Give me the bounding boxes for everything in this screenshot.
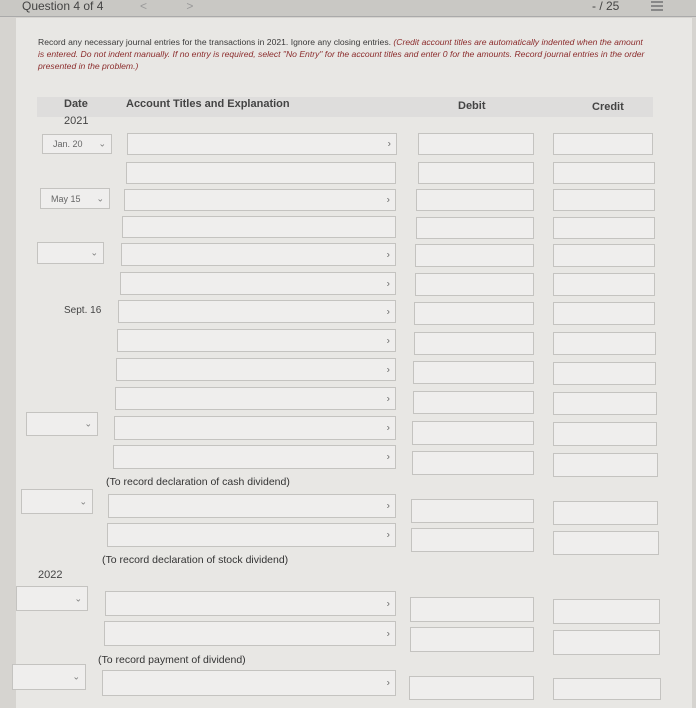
chevron-right-icon: › <box>386 278 390 289</box>
header-credit: Credit <box>592 101 624 113</box>
debit-input-5[interactable] <box>415 244 534 267</box>
credit-input-4[interactable] <box>553 217 655 239</box>
year-2022: 2022 <box>38 569 63 581</box>
chevron-right-icon: › <box>386 598 390 609</box>
header-debit: Debit <box>458 100 486 112</box>
credit-input-5[interactable] <box>553 244 655 267</box>
header-account-titles: Account Titles and Explanation <box>126 98 290 110</box>
credit-input-10[interactable] <box>553 392 657 415</box>
account-select-13[interactable] <box>108 494 396 518</box>
note-stock-dividend: (To record declaration of stock dividend) <box>102 554 289 566</box>
account-select-7[interactable] <box>118 300 396 323</box>
debit-input-13[interactable] <box>411 499 534 523</box>
chevron-right-icon: › <box>386 194 390 206</box>
question-title: Question 4 of 4 <box>22 0 104 13</box>
chevron-right-icon: › <box>386 306 390 317</box>
date-select-blank-3[interactable] <box>21 489 93 514</box>
debit-input-16[interactable] <box>410 627 534 652</box>
debit-input-2[interactable] <box>418 162 534 184</box>
menu-icon[interactable] <box>651 1 663 12</box>
note-cash-dividend: (To record declaration of cash dividend) <box>106 476 290 488</box>
date-sept: Sept. 16 <box>64 305 102 316</box>
chevron-down-icon: ⌄ <box>74 593 82 603</box>
date-select-may[interactable]: May 15 ⌄ <box>40 188 110 209</box>
credit-input-6[interactable] <box>553 273 655 296</box>
debit-input-8[interactable] <box>414 332 534 355</box>
chevron-right-icon: › <box>386 677 390 689</box>
account-select-10[interactable] <box>115 387 396 410</box>
credit-input-12[interactable] <box>553 453 658 477</box>
chevron-right-icon: › <box>386 529 390 541</box>
account-select-2[interactable] <box>126 162 396 184</box>
account-select-9[interactable] <box>116 358 396 381</box>
instructions-emphasis: (Credit account titles are automatically indented when the amount is entered. Do not indent manually. If no entry is required, select "No Entry" for the account titles and enter 0 for the amounts. Record journal entries in the order presented in the problem.) <box>38 37 645 71</box>
chevron-right-icon: › <box>386 335 390 346</box>
account-select-3[interactable] <box>124 189 396 211</box>
instructions <box>38 36 648 72</box>
account-select-11[interactable] <box>114 416 396 440</box>
debit-input-1[interactable] <box>418 133 534 155</box>
account-select-5[interactable] <box>121 243 396 266</box>
date-select-blank-4[interactable] <box>16 586 88 611</box>
date-select-jan[interactable]: Jan. 20 ⌄ <box>42 134 112 154</box>
account-select-8[interactable] <box>117 329 396 352</box>
chevron-right-icon: › <box>386 628 390 639</box>
score-display: - / 25 <box>592 0 620 13</box>
credit-input-9[interactable] <box>553 362 656 385</box>
debit-input-9[interactable] <box>413 361 534 384</box>
chevron-right-icon: › <box>386 364 390 375</box>
credit-input-7[interactable] <box>553 302 655 325</box>
chevron-down-icon: ⌄ <box>90 247 98 258</box>
date-select-blank-2[interactable] <box>26 412 98 436</box>
header-year-2021: 2021 <box>64 115 89 127</box>
chevron-down-icon: ⌄ <box>84 418 92 429</box>
header-date: Date <box>64 98 88 110</box>
debit-input-17[interactable] <box>409 676 534 700</box>
chevron-right-icon: › <box>386 249 390 260</box>
account-select-4[interactable] <box>122 216 396 238</box>
account-select-1[interactable] <box>127 133 397 155</box>
question-nav-arrows[interactable]: < > <box>140 0 212 13</box>
chevron-right-icon: › <box>387 138 391 150</box>
debit-input-6[interactable] <box>415 273 534 296</box>
account-select-12[interactable] <box>113 445 396 469</box>
chevron-down-icon: ⌄ <box>98 138 106 149</box>
chevron-down-icon: ⌄ <box>72 671 80 682</box>
chevron-right-icon: › <box>386 393 390 404</box>
date-select-blank-5[interactable] <box>12 664 86 690</box>
credit-input-11[interactable] <box>553 422 657 446</box>
debit-input-15[interactable] <box>410 597 534 622</box>
credit-input-17[interactable] <box>553 678 661 700</box>
credit-input-3[interactable] <box>553 189 655 211</box>
debit-input-4[interactable] <box>416 217 534 239</box>
account-select-17[interactable] <box>102 670 396 696</box>
chevron-right-icon: › <box>386 500 390 512</box>
credit-input-16[interactable] <box>553 630 660 655</box>
debit-input-14[interactable] <box>411 528 534 552</box>
chevron-right-icon: › <box>386 422 390 434</box>
credit-input-1[interactable] <box>553 133 653 155</box>
account-select-15[interactable] <box>105 591 396 616</box>
debit-input-3[interactable] <box>416 189 534 211</box>
chevron-down-icon: ⌄ <box>79 496 87 506</box>
account-select-14[interactable] <box>107 523 396 547</box>
date-select-blank-1[interactable] <box>37 242 104 264</box>
debit-input-10[interactable] <box>413 391 534 414</box>
chevron-right-icon: › <box>386 451 390 463</box>
credit-input-15[interactable] <box>553 599 660 624</box>
chevron-down-icon: ⌄ <box>96 193 104 203</box>
debit-input-11[interactable] <box>412 421 534 445</box>
credit-input-13[interactable] <box>553 501 658 525</box>
debit-input-12[interactable] <box>412 451 534 475</box>
account-select-6[interactable] <box>120 272 396 295</box>
account-select-16[interactable] <box>104 621 396 646</box>
credit-input-14[interactable] <box>553 531 659 555</box>
note-payment-dividend: (To record payment of dividend) <box>98 654 246 666</box>
instructions-main: Record any necessary journal entries for the transactions in 2021. Ignore any closing entries. <box>38 37 392 47</box>
credit-input-8[interactable] <box>553 332 656 355</box>
credit-input-2[interactable] <box>553 162 655 184</box>
debit-input-7[interactable] <box>414 302 534 325</box>
